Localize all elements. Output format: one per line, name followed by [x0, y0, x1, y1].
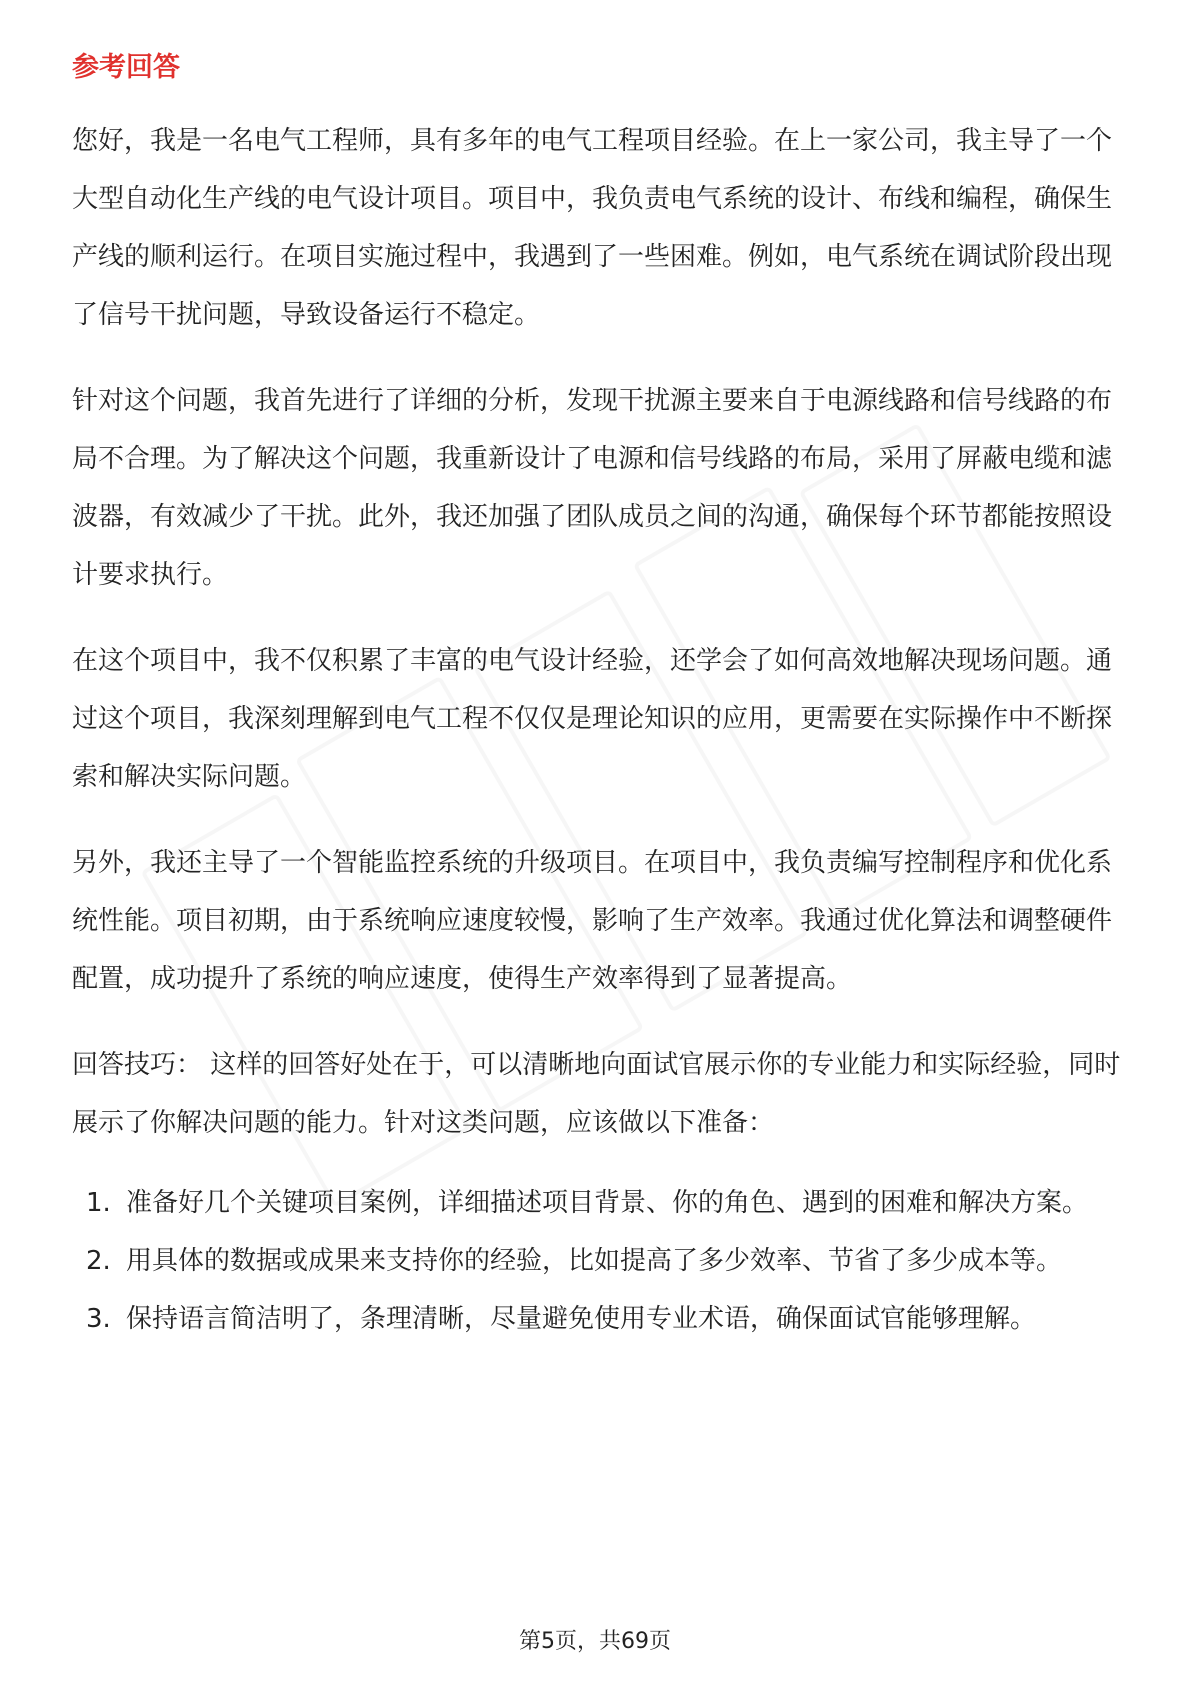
- answer-tips-text: 这样的回答好处在于，可以清晰地向面试官展示你的专业能力和实际经验，同时展示了你解决问题的能力。针对这类问题，应该做以下准备：: [72, 1050, 1121, 1138]
- list-item-number: 3.: [86, 1304, 111, 1334]
- list-item-number: 2.: [86, 1246, 111, 1276]
- section-heading: 参考回答: [72, 52, 180, 83]
- paragraph-3: 在这个项目中，我不仅积累了丰富的电气设计经验，还学会了如何高效地解决现场问题。通过这个项目，我深刻理解到电气工程不仅仅是理论知识的应用，更需要在实际操作中不断探索和解决实际问题。: [72, 646, 1113, 792]
- list-item-number: 1.: [86, 1188, 111, 1218]
- tips-list: [72, 1174, 1124, 1348]
- answer-tips: [72, 1036, 1124, 1152]
- answer-tips-label: 回答技巧：: [72, 1050, 203, 1080]
- list-item-text: 准备好几个关键项目案例，详细描述项目背景、你的角色、遇到的困难和解决方案。: [126, 1188, 1089, 1218]
- list-item: [72, 1232, 1124, 1290]
- list-item-text: 用具体的数据或成果来支持你的经验，比如提高了多少效率、节省了多少成本等。: [126, 1246, 1063, 1276]
- paragraph-4: 另外，我还主导了一个智能监控系统的升级项目。在项目中，我负责编写控制程序和优化系统性能。项目初期，由于系统响应速度较慢，影响了生产效率。我通过优化算法和调整硬件配置，成功提升了系统的响应速度，使得生产效率得到了显著提高。: [72, 848, 1113, 994]
- list-item-text: 保持语言简洁明了，条理清晰，尽量避免使用专业术语，确保面试官能够理解。: [126, 1304, 1037, 1334]
- list-item: [72, 1174, 1124, 1232]
- paragraph-2: 针对这个问题，我首先进行了详细的分析，发现干扰源主要来自于电源线路和信号线路的布局不合理。为了解决这个问题，我重新设计了电源和信号线路的布局，采用了屏蔽电缆和滤波器，有效减少了干扰。此外，我还加强了团队成员之间的沟通，确保每个环节都能按照设计要求执行。: [72, 386, 1113, 590]
- content: [72, 48, 1124, 1348]
- page-footer: 第5页，共69页: [519, 1629, 671, 1654]
- list-item: [72, 1290, 1124, 1348]
- paragraph-1: 您好，我是一名电气工程师，具有多年的电气工程项目经验。在上一家公司，我主导了一个大型自动化生产线的电气设计项目。项目中，我负责电气系统的设计、布线和编程，确保生产线的顺利运行。在项目实施过程中，我遇到了一些困难。例如，电气系统在调试阶段出现了信号干扰问题，导致设备运行不稳定。: [72, 126, 1113, 330]
